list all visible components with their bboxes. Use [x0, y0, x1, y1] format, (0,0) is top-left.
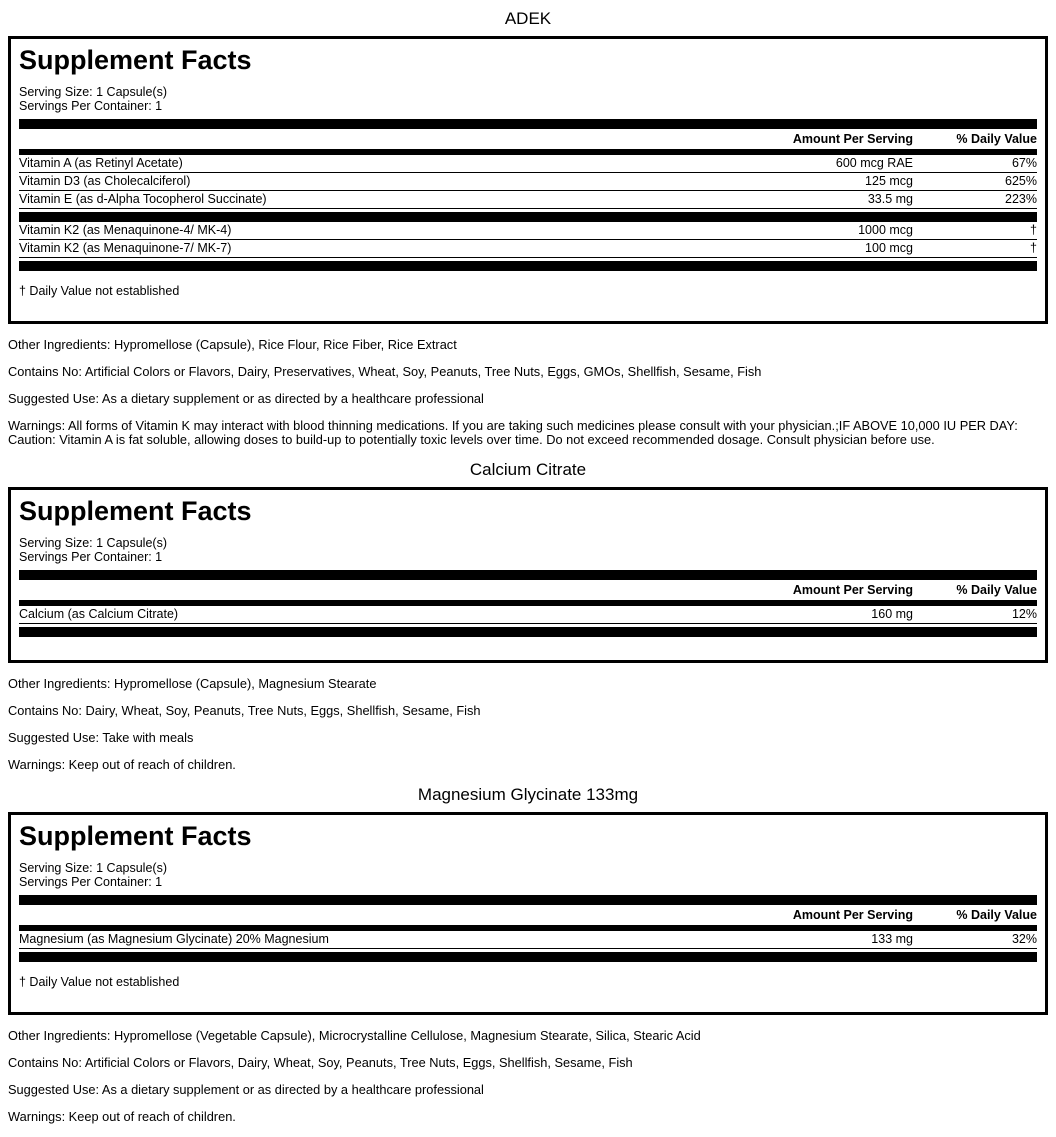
nutrient-row	[19, 240, 1037, 258]
column-header-dv: % Daily Value	[956, 132, 1037, 146]
suggested-use: Suggested Use: Take with meals	[8, 730, 194, 745]
nutrient-amount: 33.5 mg	[867, 192, 913, 206]
separator-bar	[19, 119, 1037, 129]
nutrient-row	[19, 155, 1037, 173]
separator-bar	[19, 261, 1037, 271]
section-title-calcium-citrate: Calcium Citrate	[469, 460, 587, 479]
contains-no: Contains No: Artificial Colors or Flavors, Dairy, Preservatives, Wheat, Soy, Peanuts, Tree Nuts, Eggs, GMOs, Shellfish, Sesame, Fish	[8, 364, 762, 379]
serving-size: Serving Size: 1 Capsule(s)	[19, 861, 167, 875]
nutrient-amount: 100 mcg	[865, 241, 913, 255]
separator-bar	[19, 952, 1037, 962]
nutrient-amount: 125 mcg	[865, 174, 913, 188]
nutrient-row	[19, 222, 1037, 240]
table-header-row	[19, 905, 1037, 925]
servings-per-container: Servings Per Container: 1	[19, 875, 163, 889]
table-header-row	[19, 580, 1037, 600]
nutrient-dv: 223%	[1005, 192, 1037, 206]
nutrient-label: Vitamin E (as d-Alpha Tocopherol Succinate)	[19, 192, 267, 206]
nutrient-label: Vitamin D3 (as Cholecalciferol)	[19, 174, 191, 188]
serving-size: Serving Size: 1 Capsule(s)	[19, 536, 167, 550]
other-ingredients: Other Ingredients: Hypromellose (Capsule), Rice Flour, Rice Fiber, Rice Extract	[8, 337, 457, 352]
supplement-facts-panel-calcium	[8, 487, 1048, 663]
nutrient-label: Vitamin A (as Retinyl Acetate)	[19, 156, 183, 170]
table-header-row	[19, 129, 1037, 149]
nutrient-label: Vitamin K2 (as Menaquinone-7/ MK-7)	[19, 241, 232, 255]
panel-spacer	[19, 637, 1037, 652]
suggested-use: Suggested Use: As a dietary supplement or as directed by a healthcare professional	[8, 1082, 484, 1097]
panel-heading: Supplement Facts	[19, 496, 252, 526]
supplement-label-page	[0, 9, 1056, 1124]
contains-no: Contains No: Artificial Colors or Flavors, Dairy, Wheat, Soy, Peanuts, Tree Nuts, Eggs, Shellfish, Sesame, Fish	[8, 1055, 633, 1070]
nutrient-label: Calcium (as Calcium Citrate)	[19, 607, 179, 621]
section-title-adek: ADEK	[504, 9, 552, 28]
nutrient-dv: 32%	[1011, 932, 1037, 946]
column-header-dv: % Daily Value	[956, 908, 1037, 922]
nutrient-dv: †	[1030, 241, 1037, 255]
nutrient-dv: 625%	[1005, 174, 1037, 188]
servings-per-container: Servings Per Container: 1	[19, 99, 163, 113]
separator-bar	[19, 570, 1037, 580]
supplement-facts-panel-adek	[8, 36, 1048, 324]
servings-per-container: Servings Per Container: 1	[19, 550, 163, 564]
nutrient-row	[19, 606, 1037, 624]
warnings: Warnings: Keep out of reach of children.	[8, 757, 236, 772]
daily-value-footnote: † Daily Value not established	[19, 284, 180, 298]
panel-heading: Supplement Facts	[19, 821, 252, 851]
nutrient-amount: 160 mg	[871, 607, 913, 621]
column-header-amount: Amount Per Serving	[792, 583, 913, 597]
separator-bar	[19, 212, 1037, 222]
section-title-magnesium-glycinate: Magnesium Glycinate 133mg	[417, 785, 639, 804]
suggested-use: Suggested Use: As a dietary supplement or as directed by a healthcare professional	[8, 391, 484, 406]
nutrient-row	[19, 191, 1037, 209]
separator-bar	[19, 895, 1037, 905]
nutrient-row	[19, 173, 1037, 191]
nutrient-amount: 1000 mcg	[858, 223, 913, 237]
column-header-dv: % Daily Value	[956, 583, 1037, 597]
daily-value-footnote: † Daily Value not established	[19, 975, 180, 989]
nutrient-amount: 600 mcg RAE	[835, 156, 913, 170]
nutrient-dv: 67%	[1011, 156, 1037, 170]
column-header-amount: Amount Per Serving	[792, 908, 913, 922]
supplement-facts-panel-magnesium	[8, 812, 1048, 1015]
nutrient-row	[19, 931, 1037, 949]
nutrient-dv: †	[1030, 223, 1037, 237]
nutrient-dv: 12%	[1011, 607, 1037, 621]
other-ingredients: Other Ingredients: Hypromellose (Capsule), Magnesium Stearate	[8, 676, 377, 691]
panel-heading: Supplement Facts	[19, 45, 252, 75]
other-ingredients: Other Ingredients: Hypromellose (Vegetable Capsule), Microcrystalline Cellulose, Magnesium Stearate, Silica, Stearic Acid	[8, 1028, 701, 1043]
warnings: Warnings: Keep out of reach of children.	[8, 1109, 236, 1124]
nutrient-label: Magnesium (as Magnesium Glycinate) 20% Magnesium	[19, 932, 329, 946]
contains-no: Contains No: Dairy, Wheat, Soy, Peanuts, Tree Nuts, Eggs, Shellfish, Sesame, Fish	[8, 703, 481, 718]
column-header-amount: Amount Per Serving	[792, 132, 913, 146]
nutrient-amount: 133 mg	[871, 932, 913, 946]
separator-bar	[19, 627, 1037, 637]
serving-size: Serving Size: 1 Capsule(s)	[19, 85, 167, 99]
nutrient-label: Vitamin K2 (as Menaquinone-4/ MK-4)	[19, 223, 232, 237]
warnings: Warnings: All forms of Vitamin K may interact with blood thinning medications. If you are taking such medicines please consult with your physician.;IF ABOVE 10,000 IU PER DAY: Caution: Vitamin A is fat soluble, allowing doses to build-up to potentially toxic levels over time. Do not exceed recommended dosage. Consult physician before use.	[8, 418, 1018, 447]
